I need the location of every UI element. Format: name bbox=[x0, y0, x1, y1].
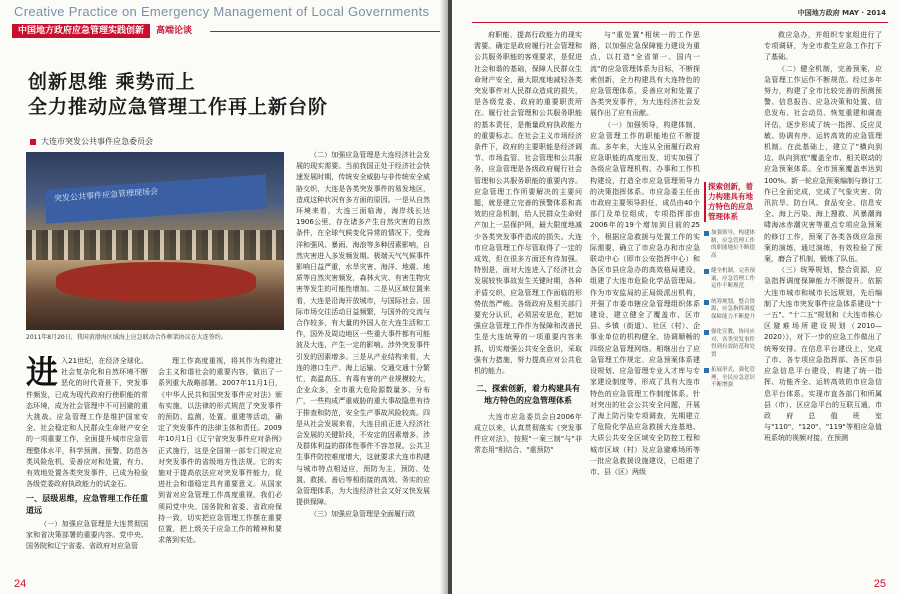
paragraph: （一）加强领导，构建体制，应急管理工作的职能地位不断提高。多年来，大连从全面履行政府应急职能的高度出发，切实加强了各级应急管理机构、办事和工作机构建设，打造全市应急管理领导力的决策指挥体系。市应急委主任由市政府主要领导担任，成员由40个部门及单位组成，专项指挥部由2006年的19个增加到目前的25个，根据应急救援与处置工作的实际需要，确立了市应急办和市应急联动中心（即市公安指挥中心）和各区市县应急办的高效格局建设，组建了大连市危险化学品管理局。作为市安监局的正局级派出机构，并强了市委市辖应急管理组织体系建设，建立健全了覆盖市、区市县、乡镇（街道）、社区（村）、企事业单位的机构健全、协调顺畅的四级应急管理网络。相继出台了应急管理工作规定、应急预案体系建设规划、应急管理专业人才库与专家建设制度等，形成了具有大连市特色的应急管理工作制度体系。针对突出的社会公共安全问题，开展了海上防污染专项调查，先期建立了危险化学品应急救援大连基地、大质公共安全区域安全防控工程和城市区域（村）及应急避难场所等一批应急救援设施建设，已组建了市、县（区）两级 bbox=[590, 120, 700, 476]
paragraph: 大连市应急委员会自2006年成立以来，认真贯彻落实《突发事件应对法》，按照"一案三制"与"非常态用"相结合、"重预防" bbox=[474, 412, 582, 455]
paragraph: 救应急办，并组织专家组进行了专项调研，为全市救生应急工作打下了基础。 bbox=[764, 31, 882, 62]
blue-bullet-icon bbox=[704, 269, 709, 274]
right-column-2 bbox=[590, 30, 700, 580]
left-page bbox=[0, 0, 448, 594]
sidebar-item-text: 拓展形式，强化管理，全民应急意识不断增强 bbox=[711, 367, 756, 388]
section-heading-2: 二、探索创新，着力构建具有地方特色的应急管理体系 bbox=[476, 384, 580, 405]
right-running-header: 中国地方政府 MAY · 2014 bbox=[797, 9, 886, 17]
english-masthead: Creative Practice on Emergency Management of Local Governments bbox=[14, 4, 430, 19]
paragraph: （二）加强应急管理是大连经济社会发展的现实需要。当前我国正处于经济社会快速发展时期，传统安全威胁与非传统安全威胁交织，大连是各类突发事件的易发地区，造成这种状况有多方面的原因。一是从自然环境来看，大连三面临海，海岸线长达1906公里，存在诸多产生自然灾害的自然条件，在全球气候变化异常的情况下，受海洋和强风、暴雨、海浪等多种因素影响，自然灾害进入多发频发期。极端天气气候事件影响日益严重，水旱灾害、海洋、地震、地质等自然灾害频发，森林火灾、有害生物灾害等发生的可能性增加。二是从区域位置来看，大连是沿海开放城市，与国际社会、国际市场交往活动日益频繁，与国外的交流与合作较多，有大量的外国人在大连生活和工作，国外及周边地区一些重大事件都有可能波及大连，产生一定的影响。涉外突发事件引发的因素增多。三是从产业结构来看，大连的港口生产、海上运输、交通交通十分繁忙，高温高压、有毒有害的产业规模较大，企业众多，全市重大危险源数量多、分布广，一些构成严重威胁的重大事故隐患有待于排查和防范，安全生产事故风险较高。四是从社会发展来看，大连目前正进入经济社会发展的关键阶段，不安定的因素增多，涉及群体利益的群体性事件不容忽视。公共卫生事件防控难度增大，这就要求大连市构建与城市特点相适应，预防为主，预防、处置、救援、善后等相衔接的高效、务实的应急管理体系，为大连经济社会又好又快发展提供保障。 bbox=[296, 151, 430, 507]
sidebar-item bbox=[704, 329, 756, 359]
header-divider bbox=[210, 31, 440, 32]
sidebar-item bbox=[704, 268, 756, 291]
paragraph: 与"重处置"相统一的工作思路，以加强应急保障能力建设为重点，以打造"全省第一、国内一流"的应急管理体系为目标，不断探索创新，全力构建具有大连特色的应急管理体系，妥善应对和处置了各类突发事件，为大连经济社会发展作出了应有贡献。 bbox=[590, 31, 700, 118]
article-photo bbox=[26, 152, 284, 330]
paragraph: （二）健全机制，完善预案，应急管理工作运作不断规范。经过多年努力，构建了全市比较完善的预测预警、信息报告、应急决策和处置、信息发布、社会动员、恢复重建和调查评估，逐步形成了统一指挥、反应灵敏、协调有序、运转高效的应急管理机制。在此基础上，建立了"横向到边、纵向到底"覆盖全市、相关联动的应急预案体系。全市预案覆盖率达到100%。新一轮应急预案编制与修订工作已全面完成，完成了气象灾害、防汛抗旱、防台风、食品安全、信息安全、海上污染、海上搜救、风暴潮海啸海冰赤潮灾害等重点专项应急预案的修订工作，预案了各类各级应急预案的演练，通过演练，有效检验了预案，磨合了机制，锻炼了队伍。 bbox=[764, 64, 882, 264]
sidebar-item-text: 加强领导，构建体制，应急管理工作的职能地位不断提高 bbox=[711, 230, 756, 259]
left-column-2 bbox=[158, 356, 282, 580]
paragraph: （三）加强应急管理是全面履行政 bbox=[310, 509, 415, 518]
author-line bbox=[30, 136, 153, 147]
photo-banner bbox=[46, 174, 266, 223]
sidebar-item bbox=[704, 367, 756, 390]
article-title-line1: 创新思维 乘势而上 bbox=[28, 71, 196, 93]
photo-crowd bbox=[26, 230, 284, 260]
paragraph: （一）加强应急管理是大连贯彻国家和省决策部署的重要内容。党中央、国务院和辽宁省委、省政府对应急管 bbox=[26, 519, 148, 551]
blue-bullet-icon bbox=[704, 300, 709, 305]
paragraph: （三）统筹规划，整合资源，应急指挥调度保障能力不断提升。依据大连市城市和城市长远规划，先后编制了大连市突发事件应急体系建设"十一五"、"十二五"规划和《大连市核心区避难场所建设规划（2010—2020）》，对下一步的应急工作做出了统筹安排。在信息平台建设上，完成了市、各专项应急指挥部、各区市县应急信息平台建设，构建了统一指挥、功能齐全、运转高效的市应急信息平台体系。实现市直各部门和所属县（市）、区应急平台的互联互通，市政府总值班室与"110"、"120"、"119"等相应急值班系统的视频对接，在预测 bbox=[764, 266, 882, 443]
pull-quote-sidebar bbox=[704, 182, 756, 422]
section-header bbox=[12, 24, 192, 38]
left-column-3 bbox=[296, 150, 430, 580]
section-label: 中国地方政府应急管理实践创新 bbox=[12, 24, 150, 38]
paragraph: 府职能、提高行政能力的现实需要。确定是政府履行社会管理和公共服务职能的客观要求，是促进社会和谐的基础，保障人民群众生命财产安全，最大限度地减轻各类突发事件对人民群众造成的损失，是各级党委、政府的重要职责所在。履行社会管理和公共服务职能的基本责任，是衡量政府执政能力的重要标志。在社会主义市场经济条件下，政府的主要职能是经济调节、市场监管、社会管理和公共服务，应急管理是各级政府履行社会管理和公共服务职能的重要内容。应急管理工作所要解决的主要问题，就是建立完善的预警体系和高效的应急机制，给人民群众生命财产加上一层保护网，最大限度地减少各类突发事件造成的损失。大连市应急管理工作尽管取得了一定的成效，但在很多方面还有待加强。特别是，面对大连进入了经济社会发展较快事故发生关键时期，各种矛盾交织，应急管理工作面临的形势依然严峻。各级政府及相关部门要充分认识，必须居安思危，把加强应急管理工作作为保障和改善民生是大连统筹的一项重要内容来抓，切实增强公共安全意识，采取强有力措施，努力提高应对公共危机的能力。 bbox=[474, 31, 582, 376]
article-title bbox=[28, 70, 328, 120]
photo-caption: 2011年8月20日，我国黄渤海区域海上应急联动合作框架协议在大连签约。 bbox=[26, 334, 227, 341]
section-heading-1: 一、层级思维，应急管理工作任重道远 bbox=[26, 494, 148, 515]
sidebar-item bbox=[704, 299, 756, 322]
drop-cap: 进 bbox=[26, 356, 59, 391]
right-page bbox=[452, 0, 900, 594]
blue-bullet-icon bbox=[704, 231, 709, 236]
sidebar-item-text: 统筹规划，整合资源，应急指挥调度保障能力不断提升 bbox=[711, 298, 756, 320]
sidebar-item bbox=[704, 230, 756, 260]
photo-conference-table bbox=[56, 262, 256, 302]
sidebar-item-text: 健全机制，完善预案，应急管理工作运作不断规范 bbox=[711, 268, 756, 289]
page-number-left: 24 bbox=[14, 578, 27, 590]
paragraph: 理工作高度重视，将其作为构建社会主义和谐社会的重要内容，做出了一系列重大战略部署。2007年11月1日，《中华人民共和国突发事件应对法》颁布实施，以法律的形式规范了突发事件的预防、监测、处置、重建等活动，确定了突发事件的法律主体和责任。2009年10月1日《辽宁省突发事件应对条例》正式施行，这是全国第一部专门规定应对突发事件的省级地方性法规。它的实施对于提高依法应对突发事件能力，促进社会和谐稳定具有重要意义。从国家到省对应急管理工作高度重视，我们必须同党中央、国务院和省委、省政府保持一致，切实把应急管理工作摆在重要位置，把上级关于应急工作的精神和要求落到实处。 bbox=[158, 357, 282, 545]
author-name: 大连市突发公共事件应急委员会 bbox=[41, 137, 153, 146]
sidebar-title: 探索创新，着力构建具有地方特色的应急管理体系 bbox=[704, 182, 756, 222]
right-header-divider bbox=[472, 22, 888, 23]
right-column-3 bbox=[764, 30, 882, 580]
sidebar-item-text: 强化宣教，协同应对，各类突发事件得到有效防范和处置 bbox=[711, 329, 756, 358]
intro-paragraph: 入21世纪，在经济全球化、社会复杂化和自然环境不断恶化的时代背景下，突发事件频发，已成为现代政府行使职能的常态环境，成为社会管理中不可回避的重大挑战。应急管理工作是维护国家安全、社会稳定和人民群众生命财产安全的一项重要工作，全面提升城市应急管理整体水平，科学预测、预警、防范各类风险危机，妥善应对和处置，有力、有效地处置各类突发事件，已成为检验各级党委政府执政能力的试金石。 bbox=[26, 357, 148, 489]
right-column-1 bbox=[474, 30, 582, 580]
article-title-line2: 全力推动应急管理工作再上新台阶 bbox=[28, 96, 329, 118]
square-bullet-icon bbox=[30, 139, 36, 145]
page-number-right: 25 bbox=[873, 578, 886, 590]
left-column-1 bbox=[26, 356, 148, 580]
photo-banner-text: 突发公共事件应急管理现场会 bbox=[54, 186, 158, 204]
column-label: 高端论谈 bbox=[156, 26, 193, 36]
blue-bullet-icon bbox=[704, 330, 709, 335]
blue-bullet-icon bbox=[704, 368, 709, 373]
